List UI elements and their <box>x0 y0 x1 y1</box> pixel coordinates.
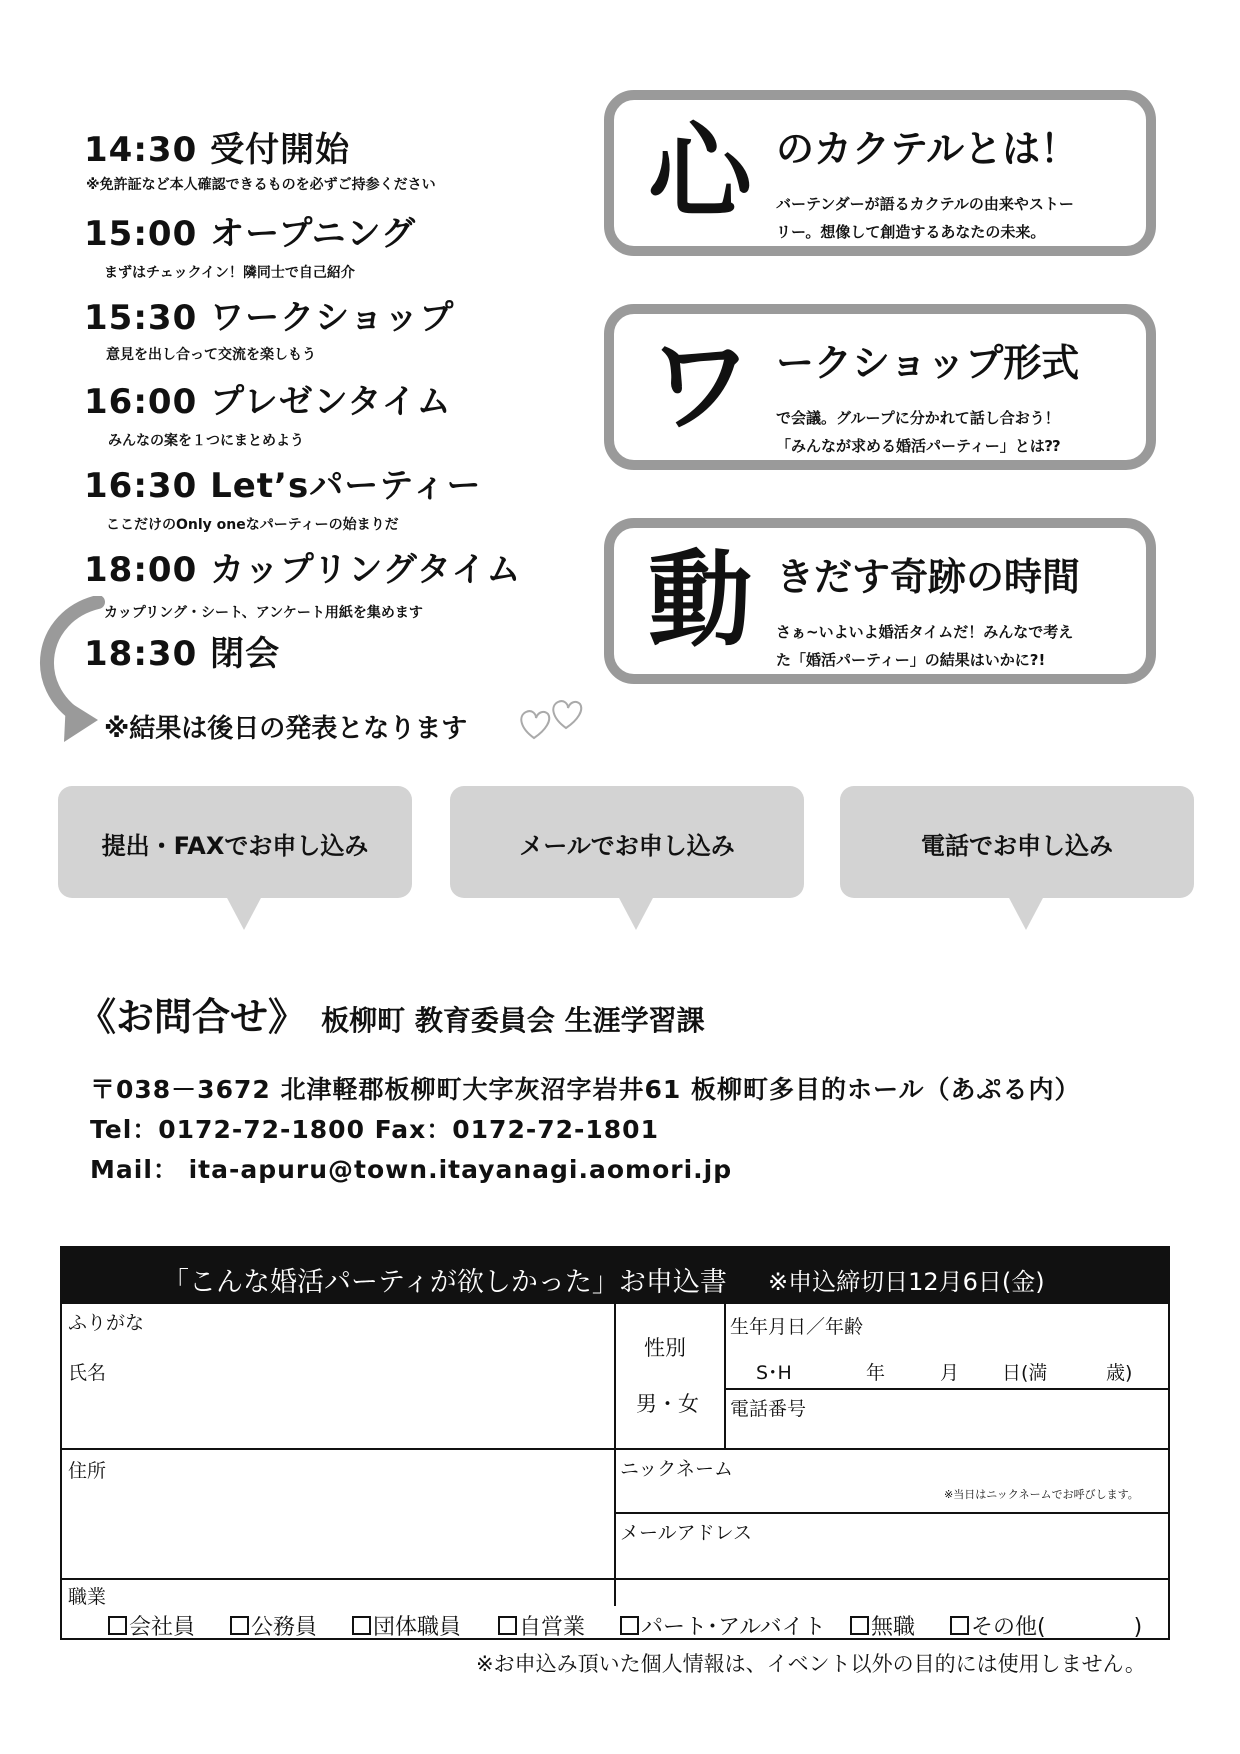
year-label: 年 <box>866 1362 886 1384</box>
feature-box-miracle <box>604 518 1156 684</box>
divider <box>614 1512 1170 1514</box>
feature-box-workshop <box>604 304 1156 470</box>
checkbox-self-employed[interactable]: 自営業 <box>498 1610 585 1641</box>
feature-box-cocktail <box>604 90 1156 256</box>
feature-big-char: 心 <box>648 111 753 233</box>
checkbox-company-employee[interactable]: 会社員 <box>108 1610 195 1641</box>
feature-desc: で会議。グループに分かれて話し合おう！ 「みんなが求める婚活パーティー」とは⁇ <box>776 409 1061 455</box>
apply-mail-bubble: メールでお申し込み <box>450 786 804 898</box>
result-note: ※結果は後日の発表となります <box>104 714 468 744</box>
phone-label: 電話番号 <box>730 1398 807 1420</box>
checkbox-other[interactable]: その他( ) <box>950 1610 1142 1641</box>
feature-big-char: ワ <box>648 325 753 447</box>
name-field[interactable] <box>70 1380 606 1442</box>
schedule-note: 意見を出し合って交流を楽しもう <box>106 347 316 363</box>
schedule-item: 18:30 閉会 <box>84 634 281 674</box>
phone-field[interactable] <box>730 1416 1164 1444</box>
form-title: 「こんな婚活パーティが欲しかった」お申込書 <box>162 1267 727 1298</box>
gender-options[interactable]: 男・女 <box>636 1392 699 1416</box>
checkbox-part-time[interactable]: パート･アルバイト <box>620 1610 826 1641</box>
nickname-label: ニックネーム <box>620 1458 734 1480</box>
month-label: 月 <box>940 1362 960 1384</box>
schedule-note: みんなの案を１つにまとめよう <box>108 433 304 449</box>
apply-phone-bubble: 電話でお申し込み <box>840 786 1194 898</box>
schedule-item: 16:30 Let’sパーティー <box>84 466 482 506</box>
age-label: 歳) <box>1106 1362 1133 1384</box>
checkbox-civil-servant[interactable]: 公務員 <box>230 1610 317 1641</box>
day-label: 日(満 <box>1002 1362 1048 1384</box>
schedule-item: 16:00 プレゼンタイム <box>84 382 452 422</box>
occupation-label: 職業 <box>68 1586 107 1608</box>
schedule-item: 14:30 受付開始 <box>84 130 351 170</box>
email-field[interactable] <box>620 1542 1164 1574</box>
gender-label: 性別 <box>644 1336 686 1360</box>
schedule-item: 15:00 オープニング <box>84 214 416 254</box>
schedule-note: ここだけのOnly oneなパーティーの始まりだ <box>106 517 399 533</box>
form-header <box>62 1248 1168 1304</box>
apply-fax-bubble: 提出・FAXでお申し込み <box>58 786 412 898</box>
hearts-icon <box>516 698 588 744</box>
contact-tel-fax: Tel：0172-72-1800 Fax：0172-72-1801 <box>90 1115 659 1144</box>
contact-org: 板柳町 教育委員会 生涯学習課 <box>321 1004 705 1037</box>
feature-title: ークショップ形式 <box>776 341 1080 385</box>
form-deadline: ※申込締切日12月6日(金) <box>768 1268 1045 1296</box>
address-field[interactable] <box>70 1480 606 1572</box>
divider <box>614 1304 616 1606</box>
schedule-note: ※免許証など本人確認できるものを必ずご持参ください <box>86 177 436 193</box>
schedule-item: 15:30 ワークショップ <box>84 298 455 338</box>
schedule-item: 18:00 カップリングタイム <box>84 550 522 590</box>
contact-mail[interactable]: Mail： ita-apuru@town.itayanagi.aomori.jp <box>90 1155 733 1184</box>
era-label: S･H <box>756 1362 792 1384</box>
application-form <box>60 1246 1170 1640</box>
feature-title: きだす奇跡の時間 <box>776 555 1081 599</box>
schedule-note: まずはチェックイン！隣同士で自己紹介 <box>104 265 355 281</box>
divider <box>724 1304 726 1450</box>
address-label: 住所 <box>68 1460 107 1482</box>
feature-big-char: 動 <box>648 539 753 661</box>
divider <box>62 1578 1170 1580</box>
birthdate-label: 生年月日／年齢 <box>730 1316 864 1338</box>
checkbox-unemployed[interactable]: 無職 <box>850 1610 915 1641</box>
contact-heading: 《お問合せ》 <box>78 995 307 1039</box>
email-label: メールアドレス <box>620 1522 753 1544</box>
divider <box>724 1388 1170 1390</box>
feature-title: のカクテルとは！ <box>776 127 1079 171</box>
privacy-note: ※お申込み頂いた個人情報は、イベント以外の目的には使用しません。 <box>476 1652 1146 1676</box>
checkbox-organization-staff[interactable]: 団体職員 <box>352 1610 461 1641</box>
contact-heading-row <box>78 986 705 1041</box>
nickname-note: ※当日はニックネームでお呼びします。 <box>944 1488 1139 1501</box>
name-label: 氏名 <box>68 1362 107 1384</box>
furigana-label: ふりがな <box>68 1312 145 1334</box>
divider <box>62 1448 1170 1450</box>
feature-desc: バーテンダーが語るカクテルの由来やストー リー。想像して創造するあなたの未来。 <box>776 195 1074 241</box>
schedule-note: カップリング・シート、アンケート用紙を集めます <box>104 605 423 621</box>
feature-desc: さぁ~いよいよ婚活タイムだ！みんなで考え た「婚活パーティー」の結果はいかに?! <box>776 623 1074 669</box>
contact-address: 〒038－3672 北津軽郡板柳町大字灰沼字岩井61 板柳町多目的ホール（あぷる内） <box>90 1075 1081 1104</box>
curved-arrow-icon <box>20 596 110 746</box>
